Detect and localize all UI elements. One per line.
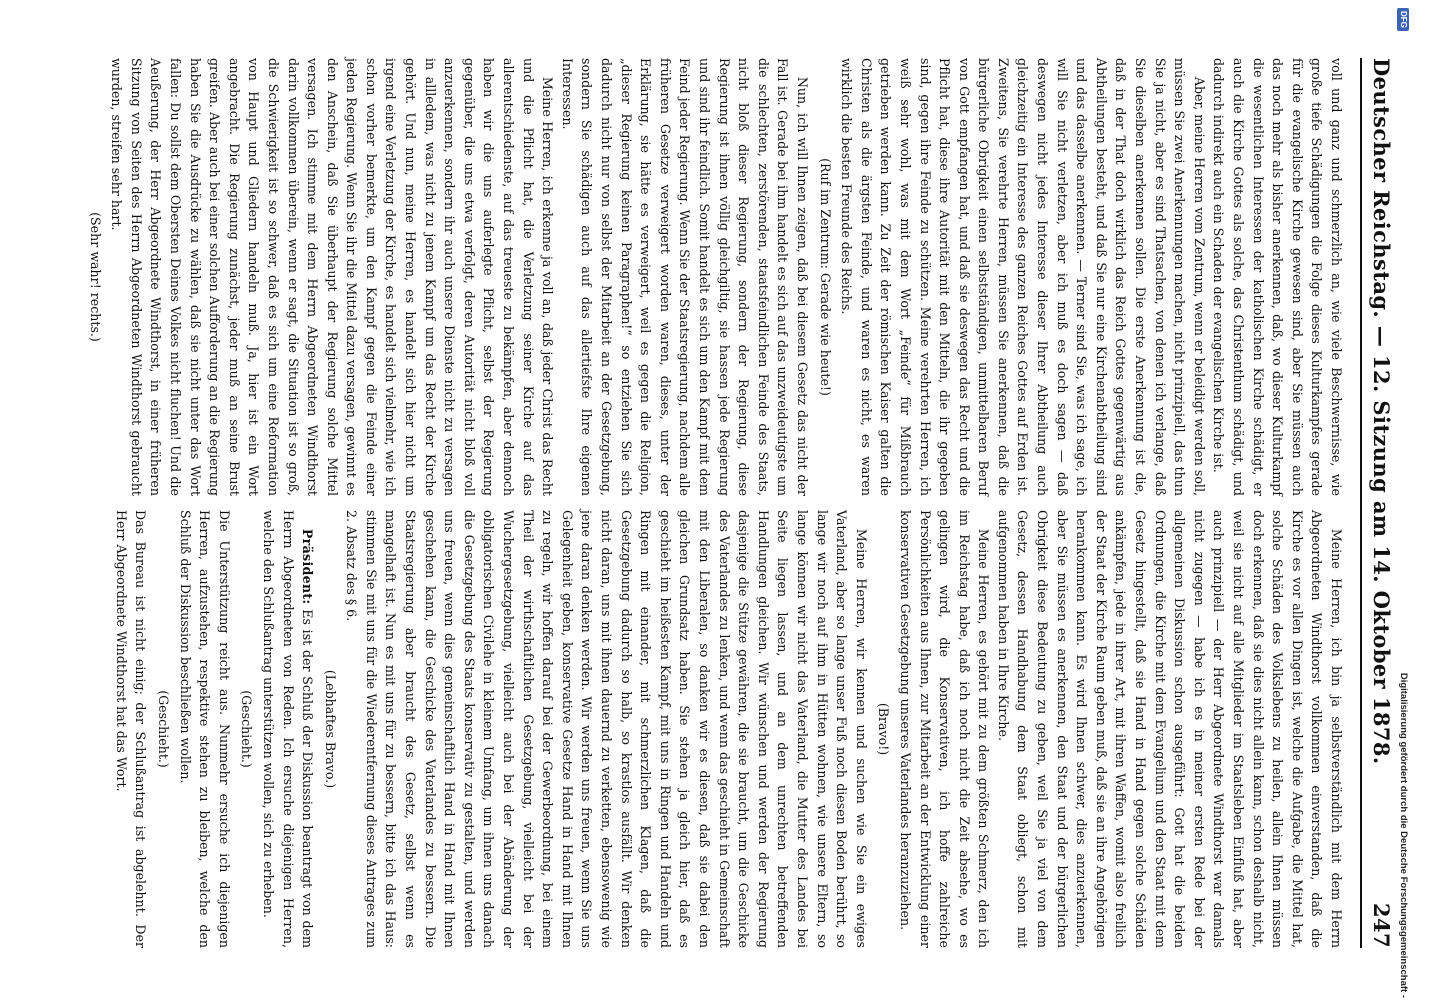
interjection: (Bravo!) — [876, 702, 892, 756]
page-title: Deutscher Reichstag. — 12. Sitzung am 14. Oktober 1878. — [1369, 58, 1394, 765]
interjection: (Ruf im Zentrum: Gerade wie heute!) — [817, 158, 833, 396]
header-rule — [1360, 58, 1362, 948]
dfg-watermark — [1396, 0, 1410, 1000]
interjection: (Lebhaftes Bravo.) — [322, 669, 338, 789]
page-number: 247 — [1369, 902, 1394, 948]
paragraph: Meine Herren, ich bin ja selbstverständlich mit dem Herrn Abgeordneten Windthorst vollkommen einverstanden, daß die Kirche es vor allen Dingen ist, welche die Aufgabe, die Mittel hat, solche Schäden des Volkslebens zu heilen, allein Ihnen müssen doch erkennen, daß sie dies nicht allein kann, schon deshalb nicht, weil sie nicht auf alle Mitglieder im Staatsleben Einfluß hat, aber auch prinzipiell — der Herr Abgeordnete Windthorst war damals nicht zugegen — habe ich es in meiner ersten Rede bei der allgemeinen Diskussion schon ausgeführt: Gott hat die beiden Ordnungen, die Kirche mit dem Evangelium und den Staat mit dem Gesetz hingestellt, daß sie Hand in Hand gegen solche Schäden ankämpfen, jede in ihrer Art, mit ihren Waffen, womit also freilich der Staat der Kirche Raum geben muß, daß sie an ihre Angehörigen herankommen kann. Es wird Ihnen schwer, dies anzuerkennen, aber Sie müssen es anerkennen, den Staat und der bürgerlichen Obrigkeit diese Bedeutung zu geben, weil Sie ja viel von dem Gesetz, dessen Handhabung dem Staat obliegt, schon mit aufgenommen haben in Ihre Kirche. — [995, 510, 1344, 948]
paragraph: Nun, ich will Ihnen zeigen, daß bei diesem Gesetz das nicht der Fall ist. Gerade bei ihm handelt es sich auf das unzweideutigste um die schlechten, zerstörenden, staatsfeindlichen Feinde des Staats, nicht bloß dieser Regierung, sondern der Regierung, diese Regierung ist ihnen völlig gleichgiltig, sie hassen jede Regierung und sind ihr feindlich. Somit handelt es sich um den Kampf mit dem Feind jeder Regierung. Wenn Sie der Staatsregierung, nachdem alle früheren Gesetze verweigert worden waren, dieses, unter der Erklärung, sie hätte es verweigert, weil es gegen die Religion, „dieser Regierung keinen Paragraphen!“ so entziehen Sie sich dadurch nicht nur von selbst der Mitarbeit an der Gesetzgebung, sondern Sie schädigen auch auf das allertiefste Ihre eigenen Interessen. — [559, 58, 810, 496]
left-column — [82, 58, 1346, 496]
paragraph: Meine Herren, wir kennen und suchen wie Sie ein ewiges Vaterland, aber so lange unser Fuß noch diesen Boden berührt, so lange wir noch auf ihm in Hütten wohnen, wie unsere Eltern, so lange können wir nicht das Vaterland, die Mutter des Landes bei Seite liegen lassen, und an dem unrechten betreffenden Handlungen gleichen. Wir wünschen und werden der Regierung dasjenige die Stütze gewähren, die sie braucht, um die Geschicke des Vaterlandes zu lenken, und wenn das geschieht in Gemeinschaft mit den Liberalen, so danken wir es diesen, daß sie dabei den gleichen Grundsatz haben. Sie stehen ja gleich hier, daß es geschieht im heißesten Kampf, mit uns in Ringen und Handeln und Ringen mit einander, mit schmerzlichen Klagen, daß die Gesetzgebung dadurch so halb, so krastlos ausfällt. Wir denken nicht daran, uns mit ihnen dauernd zu verketten, ebensowenig wie jene daran denken werden. Wir werden uns freuen, wenn Sie uns Gelegenheit geben, konservative Gesetze Hand in Hand mit Ihnen zu regeln, wir hoffen darauf bei der Gewerbeordnung, bei einem Theil der wirthschaftlichen Gesetzgebung, vielleicht bei der Wuchergesetzgebung, vielleicht auch bei der Abänderung der obligatorischen Civilehe in kleinem Umfang, um ihnen uns danach die Gesetzgebung des Staats konservativ zu gestalten, und werden uns freuen, wenn dies gemeinschaftlich Hand in Hand mit Ihnen geschehen kann, die Geschicke des Vaterlandes zu bessern. Die Staatsregierung aber braucht des Gesetz, selbst wenn es mangelhaft ist. Nun es mit uns für zu bessern, bitte ich das Haus: stimmen Sie mit uns für die Wiederentfernung dieses Antrages zum 2. Absatz des § 6. — [344, 510, 869, 948]
interjection: (Geschieht.) — [155, 690, 171, 768]
interjection: (Sehr wahr! rechts.) — [87, 212, 103, 342]
paragraph: Aber, meine Herren vom Zentrum, wenn er beleidigt werden soll, müssen Sie zwei Anerkennungen machen, nicht prinzipiell, das thun Sie ja nicht, aber es sind Thatsachen, von denen ich verlange, daß Sie dieselben anerkennen sollen. Die erste Anerkennung ist die, daß in der That doch wirklich das Reich Gottes gegenwärtig aus Abtheilungen besteht, und daß Sie nur eine Kirchenabtheilung sind und das dasselbe anerkennen. — Terner sind Sie, was ich sage, ich will Sie nicht verletzen, aber ich muß es doch sagen — daß deswegen nicht jedes Interesse dieser Ihrer Abtheilung auch gleichzeitig ein Interesse des ganzen Reiches Gottes auf Erden ist. Zweitens, Sie verehrte Herren, müssen Sie anerkennen, daß die bürgerliche Obrigkeit einen selbstständigen, unmittelbaren Beruf von Gott empfangen hat, und daß sie deswegen das Recht und die Pflicht hat, diese ihre Autorität mit den Mitteln, die ihr gegeben sind, gegen ihre Feinde zu schützen. Meine verehrten Herren, ich weiß sehr wohl, was mit dem Wort „Feinde“ für Mißbrauch getrieben werden kann. Zu Zeit der römischen Kaiser galten die Christen als die ärgsten Feinde, und waren es nicht, es waren wirklich die besten Freunde des Reichs. — [839, 58, 1207, 496]
dfg-logo: DFG — [1397, 8, 1409, 31]
paragraph: Die Unterstützung reicht aus. Nunmehr ersuche ich diejenigen Herren, aufzustehen, respektive stehen zu bleiben, welche den Schluß der Diskussion beschließen wollen. — [177, 510, 232, 948]
paragraph: voll und ganz und schmerzlich an, wie viele Beschwernisse, wie große tiefe Schädigungen die Folge dieses Kulturkampfes gerade für die evangelische Kirche gewesen sind, aber Sie müssen auch das noch mehr als bisher anerkennen, daß, wo dieser Kulturkampf die wesentlichen Interessen der katholischen Kirche schädigt, er auch die Kirche Gottes als solche, das Christenthum schädigt, und dadurch indirekt auch ein Schaden der evangelischen Kirche ist. — [1211, 58, 1344, 496]
right-column — [111, 510, 1346, 948]
running-head — [1364, 58, 1394, 948]
speech-text: Es ist der Schluß der Diskussion beantragt von dem Herrn Abgeordneten von Reden. Ich ersuche diejenigen Herren, welche den Schlußantrag unterstützen wollen, sich zu erheben. — [260, 510, 316, 948]
speaker-name: Präsident: — [300, 528, 316, 605]
paragraph: Meine Herren, es gehört mit zu dem größten Schmerz, den ich im Reichstag habe, daß ich noch nicht die Zeit absehe, wo es gelingen wird, die Konservativen, ich hoffe zahlreiche Persönlichkeiten aus Ihnen, zur Mitarbeit an der Entwicklung einer konservativen Gesetzgebung unseres Vaterlandes heranzuziehen. — [897, 510, 992, 948]
watermark-text: Digitalisierung gefördert durch die Deutsche Forschungsgemeinschaft - — [1398, 672, 1409, 998]
interjection: (Geschieht.) — [239, 690, 255, 768]
paragraph: Meine Herren, ich erkenne ja voll an, daß jeder Christ das Recht und die Pflicht hat, die Verletzung seiner Kirche auf das allerentschiedenste, auf das treueste zu bekämpfen, aber dennoch haben wir die uns auferlegte Pflicht, selbst der Regierung gegenüber, die uns etwa verfolgt, deren Autorität nicht bloß voll anzuerkennen, sondern ihr auch unsere Dienste nicht zu versagen in allledem, was nicht zu jenem Kampf um das Recht der Kirche gehört. Und nun, meine Herren, es handelt sich hier nicht um irgend eine Verletzung der Kirche, es handelt sich vielmehr, wie ich schon vorher bemerkte, um den Kampf gegen die Feinde einer jeden Regierung. Wenn Sie ihr die Mittel dazu versagen, gewinnt es den Anschein, daß Sie überhaupt der Regierung solche Mittel versagen. Ich stimme mit dem Herrn Abgeordneten Windthorst darin vollkommen überein, wenn er sagt, die Situation ist so groß, die Schwierigkeit ist so schwer, daß es sich um eine Reformation von Haupt und Gliedern handeln muß. Ja, hier ist ein Wort angebracht. Die Regierung zunächst, jeder muß an seine Brust greifen. Aber auch bei einer solchen Aufforderung an die Regierung haben Sie die Ausdrücke zu wählen, daß sie nicht unter das Wort fallen: Du sollst dem Obersten Deines Volkes nicht fluchen! Und die Aeußerung, der Herr Abgeordnete Windthorst, in einer früheren Sitzung von Seiten des Herrn Abgeordneten Windthorst gebraucht wurden, streifen sehr hart. — [109, 58, 556, 496]
paragraph: Das Bureau ist nicht einig; der Schlußantrag ist abgelehnt. Der Herr Abgeordnete Windthorst hat das Wort. — [113, 510, 149, 948]
speaker-paragraph — [258, 510, 317, 948]
